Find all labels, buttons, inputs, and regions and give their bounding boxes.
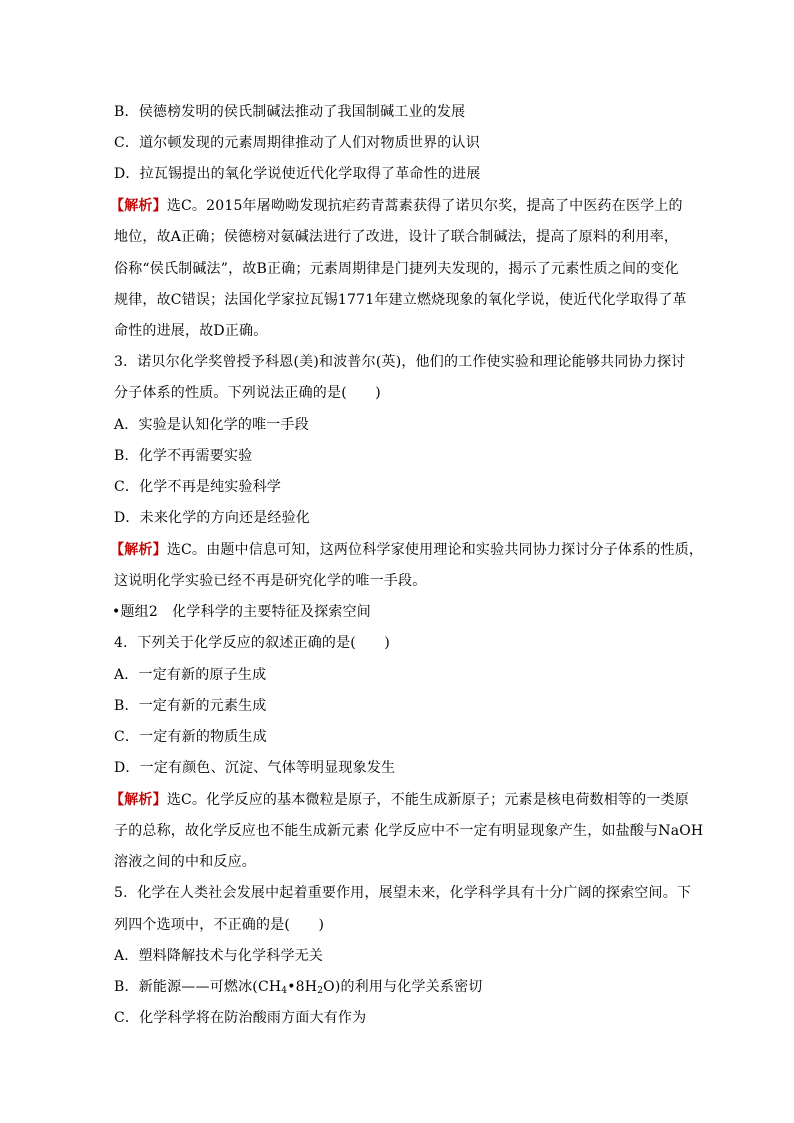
q4-stem: 4．下列关于化学反应的叙述正确的是( ) (114, 635, 391, 651)
q3-analysis-line-1: 【解析】选C。由题中信息可知，这两位科学家使用理论和实验共同协力探讨分子体系的性质， (110, 542, 704, 558)
q4-option-d: D．一定有颜色、沉淀、气体等明显现象发生 (114, 760, 396, 776)
q2-analysis-line-2: 地位，故A正确；侯德榜对氨碱法进行了改进，设计了联合制碱法，提高了原料的利用率， (114, 229, 679, 245)
q3-analysis-line-2: 这说明化学实验已经不再是研究化学的唯一手段。 (114, 573, 427, 589)
analysis-tag: 【解析】 (110, 542, 167, 558)
q2-analysis-line-5: 命性的进展，故D正确。 (114, 323, 268, 339)
q3-option-b: B．化学不再需要实验 (114, 448, 253, 464)
q3-stem-line-1: 3．诺贝尔化学奖曾授予科恩(美)和波普尔(英)，他们的工作使实验和理论能够共同协力探讨 (114, 354, 686, 370)
q5-option-b: B．新能源——可燃冰$(CH_4•8H_2O)$的利用与化学关系密切 (114, 979, 483, 996)
q2-option-d: D．拉瓦锡提出的氧化学说使近代化学取得了革命性的进展 (114, 166, 481, 182)
q2-analysis-line-3: 俗称“侯氏制碱法”，故B正确；元素周期律是门捷列夫发现的，揭示了元素性质之间的变化 (114, 261, 679, 277)
q4-analysis-line-3: 溶液之间的中和反应。 (114, 854, 256, 870)
q4-analysis-line-1: 【解析】选C。化学反应的基本微粒是原子，不能生成新原子；元素是核电荷数相等的一类原 (110, 792, 689, 808)
q5-stem-line-1: 5．化学在人类社会发展中起着重要作用，展望未来，化学科学具有十分广阔的探索空间。下 (114, 885, 692, 901)
q5-option-c: C．化学科学将在防治酸雨方面大有作为 (114, 1010, 367, 1026)
q4-option-a: A．一定有新的原子生成 (114, 667, 267, 683)
q5-stem-line-2: 列四个选项中，不正确的是( ) (114, 917, 325, 933)
q4-analysis-line-2: 子的总称，故化学反应也不能生成新元素 化学反应中不一定有明显现象产生，如盐酸与NaOH (114, 823, 704, 839)
q4-option-b: B．一定有新的元素生成 (114, 698, 267, 714)
q5-option-a: A．塑料降解技术与化学科学无关 (114, 948, 324, 964)
q2-option-b: B．侯德榜发明的侯氏制碱法推动了我国制碱工业的发展 (114, 104, 466, 120)
q3-option-a: A．实验是认知化学的唯一手段 (114, 417, 309, 433)
q2-option-c: C．道尔顿发现的元素周期律推动了人们对物质世界的认识 (114, 135, 480, 151)
group2-title: •题组2 化学科学的主要特征及探索空间 (112, 604, 371, 620)
analysis-tag: 【解析】 (110, 198, 167, 214)
analysis-tag: 【解析】 (110, 792, 167, 808)
q4-option-c: C．一定有新的物质生成 (114, 729, 267, 745)
q2-analysis-line-4: 规律，故C错误；法国化学家拉瓦锡1771年建立燃烧现象的氧化学说，使近代化学取得了革 (114, 292, 687, 308)
q3-stem-line-2: 分子体系的性质。下列说法正确的是( ) (114, 385, 381, 401)
q2-analysis-line-1: 【解析】选C。2015年屠呦呦发现抗疟药青蒿素获得了诺贝尔奖，提高了中医药在医学上的 (110, 198, 683, 214)
q3-option-c: C．化学不再是纯实验科学 (114, 479, 282, 495)
q3-option-d: D．未来化学的方向还是经验化 (114, 510, 311, 526)
